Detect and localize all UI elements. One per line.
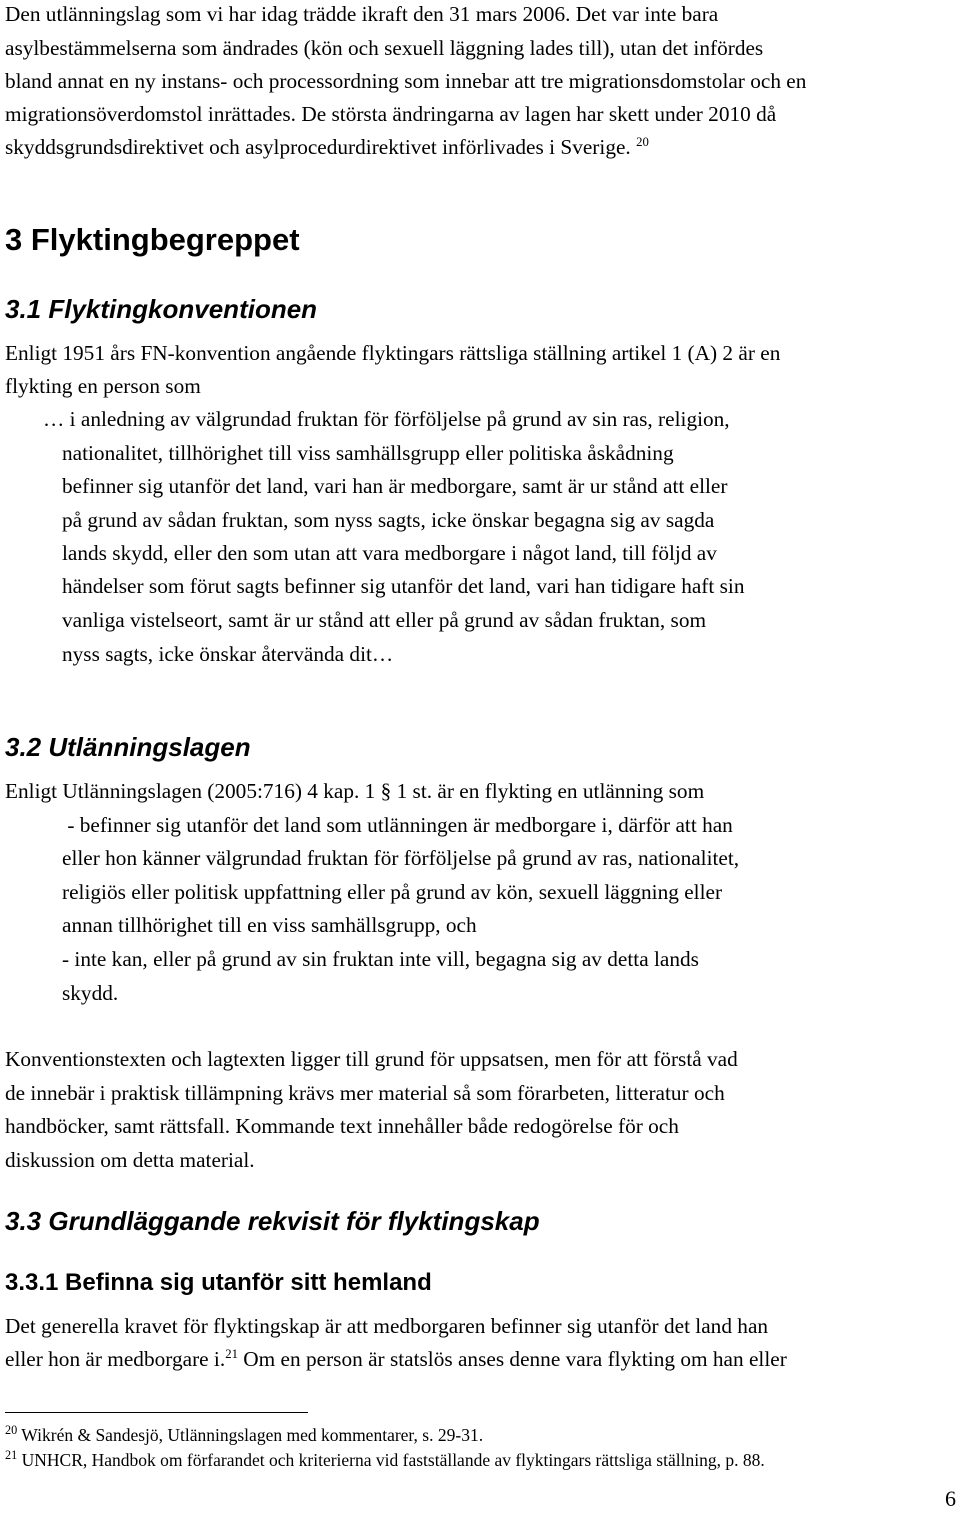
footnote-separator [5, 1412, 308, 1413]
paragraph-line: Konventionstexten och lagtexten ligger till grund för uppsatsen, men för att förstå vad [5, 1047, 738, 1071]
quote-line: - befinner sig utanför det land som utlänningen är medborgare i, därför att han [62, 813, 733, 837]
quote-line: annan tillhörighet till en viss samhällsgrupp, och [62, 913, 477, 937]
section-heading-3-2: 3.2 Utlänningslagen [5, 732, 251, 762]
paragraph-text: Om en person är statslös anses denne vara flykting om han eller [237, 1347, 787, 1371]
paragraph-line: handböcker, samt rättsfall. Kommande text innehåller både redogörelse för och [5, 1114, 679, 1138]
intro-line: Den utlänningslag som vi har idag trädde ikraft den 31 mars 2006. Det var inte bara [5, 2, 719, 26]
quote-line: händelser som förut sagts befinner sig utanför det land, vari han tidigare haft sin [62, 574, 745, 598]
quote-line: … i anledning av välgrundad fruktan för förföljelse på grund av sin ras, religion, [43, 407, 730, 431]
quote-line: - inte kan, eller på grund av sin fruktan inte vill, begagna sig av detta lands [62, 947, 699, 971]
footnote-text: UNHCR, Handbok om förfarandet och kriterierna vid fastställande av flyktingars rättsliga ställning, p. 88. [17, 1450, 765, 1470]
quote-line: religiös eller politisk uppfattning eller på grund av kön, sexuell läggning eller [62, 880, 723, 904]
quote-line: nyss sagts, icke önskar återvända dit… [62, 642, 394, 666]
intro-line-text: skyddsgrundsdirektivet och asylprocedurdirektivet införlivades i Sverige. [5, 135, 631, 159]
footnote-number: 20 [5, 1423, 18, 1438]
footnote-ref-20[interactable]: 20 [636, 134, 649, 149]
paragraph-text: eller hon är medborgare i. [5, 1347, 226, 1371]
footnote-ref-21[interactable]: 21 [225, 1346, 238, 1361]
footnote-21 [5, 1449, 765, 1471]
quote-line: eller hon känner välgrundad fruktan för förföljelse på grund av ras, nationalitet, [62, 846, 740, 870]
paragraph-line: Det generella kravet för flyktingskap är att medborgaren befinner sig utanför det land han [5, 1314, 769, 1338]
section-heading-3-3-1: 3.3.1 Befinna sig utanför sitt hemland [5, 1269, 432, 1296]
section-3-2-paragraph: Enligt Utlänningslagen (2005:716) 4 kap. 1 § 1 st. är en flykting en utlänning som [5, 779, 705, 803]
section-heading-3-3: 3.3 Grundläggande rekvisit för flyktingskap [5, 1206, 540, 1236]
chapter-heading: 3 Flyktingbegreppet [5, 222, 300, 257]
quote-line: lands skydd, eller den som utan att vara medborgare i något land, till följd av [62, 541, 717, 565]
section-heading-3-1: 3.1 Flyktingkonventionen [5, 294, 318, 324]
footnote-20 [5, 1424, 483, 1446]
intro-line-last [5, 134, 649, 160]
footnote-text: Wikrén & Sandesjö, Utlänningslagen med kommentarer, s. 29-31. [17, 1425, 484, 1445]
intro-line: migrationsöverdomstol inrättades. De största ändringarna av lagen har skett under 2010 då [5, 102, 777, 126]
paragraph-line [5, 1346, 787, 1372]
quote-line: skydd. [62, 981, 119, 1005]
quote-line: på grund av sådan fruktan, som nyss sagts, icke önskar begagna sig av sagda [62, 508, 715, 532]
quote-line: vanliga vistelseort, samt är ur stånd att eller på grund av sådan fruktan, som [62, 608, 707, 632]
page-number: 6 [945, 1486, 956, 1511]
footnote-number: 21 [5, 1448, 18, 1463]
paragraph-line: diskussion om detta material. [5, 1148, 255, 1172]
quote-line: befinner sig utanför det land, vari han är medborgare, samt är ur stånd att eller [62, 474, 728, 498]
quote-line: nationalitet, tillhörighet till viss samhällsgrupp eller politiska åskådning [62, 441, 674, 465]
paragraph-line: de innebär i praktisk tillämpning krävs mer material så som förarbeten, litteratur och [5, 1081, 725, 1105]
intro-line: bland annat en ny instans- och processordning som innebar att tre migrationsdomstolar och en [5, 69, 807, 93]
intro-line: asylbestämmelserna som ändrades (kön och sexuell läggning lades till), utan det infördes [5, 36, 764, 60]
paragraph-line: Enligt 1951 års FN-konvention angående flyktingars rättsliga ställning artikel 1 (A) 2 är en [5, 341, 781, 365]
paragraph-line: flykting en person som [5, 374, 201, 398]
